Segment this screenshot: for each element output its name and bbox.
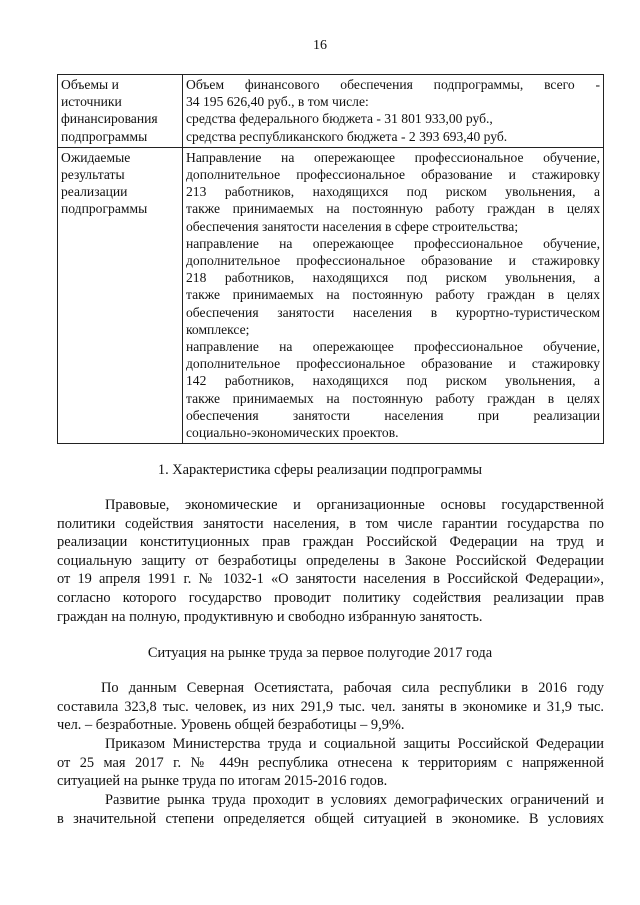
content-line: обеспечения занятости населения в сфере строительства; xyxy=(186,218,519,234)
paragraph-line: от 25 мая 2017 г. № 449н республика отнесена к территориям с напряженной xyxy=(57,754,604,771)
paragraph-line: граждан на полную, продуктивную и свободно избранную занятость. xyxy=(57,608,483,625)
content-line: социально-экономических проектов. xyxy=(186,425,399,441)
table-row-expected-results xyxy=(58,147,604,443)
content-line: комплексе; xyxy=(186,321,250,337)
table-row-financing xyxy=(58,75,604,148)
content-line: дополнительное профессиональное образование и стажировку xyxy=(186,253,600,269)
label-line: подпрограммы xyxy=(61,201,148,217)
page-number: 16 xyxy=(313,38,327,53)
paragraph-ministry-order xyxy=(57,735,604,791)
content-line: 142 работников, находящихся под риском увольнения, а xyxy=(186,373,600,389)
paragraph-line: чел. – безработные. Уровень общей безработицы – 9,9%. xyxy=(57,717,405,734)
paragraph-line: социальную защиту от безработицы определены в Законе Российской Федерации xyxy=(57,552,604,569)
paragraph-line: в значительной степени определяется общей ситуацией в экономике. В условиях xyxy=(57,810,604,827)
content-line: 218 работников, находящихся под риском увольнения, а xyxy=(186,270,600,286)
content-line: обеспечения занятости населения при реализации xyxy=(186,407,600,423)
content-line: также принимаемых на постоянную работу граждан в целях xyxy=(186,390,600,406)
content-line: обеспечения занятости населения в курортно-туристическом xyxy=(186,304,600,320)
content-line: средства республиканского бюджета - 2 393 693,40 руб. xyxy=(186,128,508,144)
label-line: финансирования xyxy=(61,111,158,127)
content-line: Направление на опережающее профессиональное обучение, xyxy=(186,149,600,165)
content-line: дополнительное профессиональное образование и стажировку xyxy=(186,167,600,183)
paragraph-line: реализации конституционных прав граждан Российской Федерации на труд и xyxy=(57,534,604,551)
content-line: направление на опережающее профессиональное обучение, xyxy=(186,339,600,355)
paragraph-line: По данным Северная Осетиястата, рабочая сила республики в 2016 году xyxy=(101,680,604,696)
content-line: дополнительное профессиональное образование и стажировку xyxy=(186,356,600,372)
label-line: источники xyxy=(61,94,122,110)
paragraph-line: политики содействия занятости населения, в том числе гарантии государства по xyxy=(57,515,604,532)
content-line: 213 работников, находящихся под риском увольнения, а xyxy=(186,184,600,200)
paragraph-line: согласно которого государство проводит политику содействия реализации прав xyxy=(57,589,604,606)
subprogram-passport-table xyxy=(57,74,604,444)
content-line: также принимаемых на постоянную работу граждан в целях xyxy=(186,287,600,303)
paragraph-line: Приказом Министерства труда и социальной защиты Российской Федерации xyxy=(105,736,604,752)
paragraph-line: от 19 апреля 1991 г. № 1032-1 «О занятости населения в Российской Федерации», xyxy=(57,571,604,588)
label-line: Ожидаемые xyxy=(61,149,131,165)
content-line: 34 195 626,40 руб., в том числе: xyxy=(186,94,369,110)
paragraph-line: Развитие рынка труда проходит в условиях демографических ограничений и xyxy=(105,792,604,808)
content-line: средства федерального бюджета - 31 801 933,00 руб., xyxy=(186,111,493,127)
financing-content-cell xyxy=(183,75,604,148)
label-line: подпрограммы xyxy=(61,128,148,144)
section-heading-characteristics: 1. Характеристика сферы реализации подпрограммы xyxy=(157,462,483,478)
paragraph-line: ситуацией на рынке труда по итогам 2015-2016 годов. xyxy=(57,773,388,790)
paragraph-legal-basis xyxy=(57,496,604,626)
financing-label-cell xyxy=(58,75,183,148)
section-heading-labor-market: Ситуация на рынке труда за первое полугодие 2017 года xyxy=(147,645,493,661)
label-line: результаты xyxy=(61,167,125,183)
expected-results-content-cell xyxy=(183,147,604,443)
paragraph-line: Правовые, экономические и организационные основы государственной xyxy=(105,497,604,513)
label-line: реализации xyxy=(61,184,128,200)
paragraph-line: составила 323,8 тыс. человек, из них 291,9 тыс. чел. заняты в экономике и 31,9 тыс. xyxy=(57,698,604,715)
label-line: Объемы и xyxy=(61,77,119,92)
expected-results-label-cell xyxy=(58,147,183,443)
paragraph-market-development xyxy=(57,791,604,828)
content-line: направление на опережающее профессиональное обучение, xyxy=(186,235,600,251)
paragraph-labor-force xyxy=(57,679,604,735)
content-line: также принимаемых на постоянную работу граждан в целях xyxy=(186,201,600,217)
content-line: Объем финансового обеспечения подпрограммы, всего - xyxy=(186,77,600,92)
